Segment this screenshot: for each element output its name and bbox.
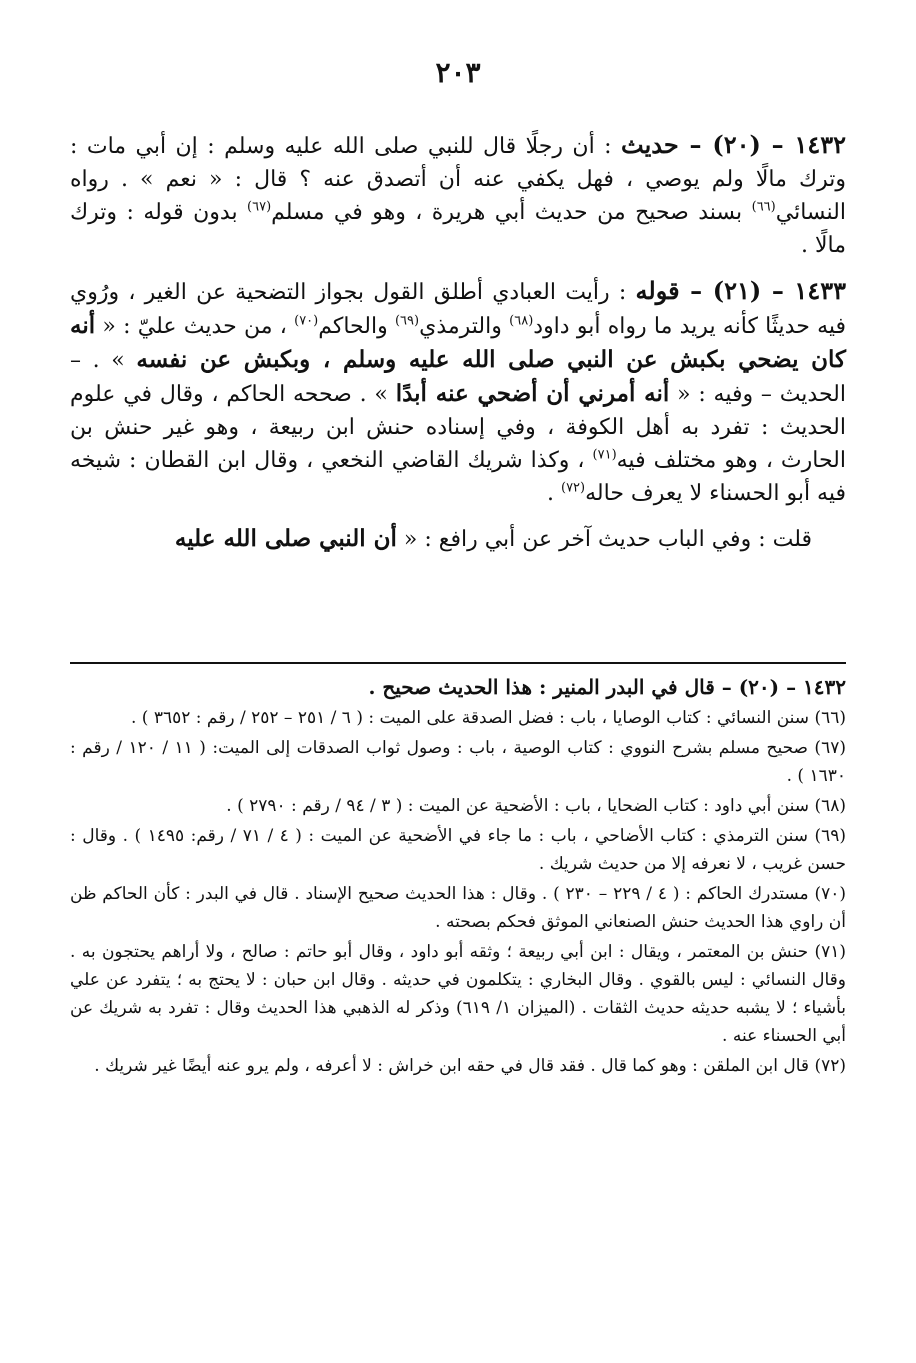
hadith-quote: أنه أمرني أن أضحي عنه أبدًا — [395, 380, 670, 407]
footnote-66: (٦٦) سنن النسائي : كتاب الوصايا ، باب : فضل الصدقة على الميت : ( ٦ / ٢٥١ – ٢٥٢ / رقم : ٣٦٥٢ ) . — [131, 708, 846, 728]
text-run: : أن رجلًا قال للنبي صلى الله عليه وسلم : إن أبي مات : وترك مالًا ولم يوصي ، فهل يكفي عنه أن أتصدق عنه ؟ قال : « نعم » . رواه النسائي — [70, 134, 846, 225]
text-run: بسند صحيح من حديث أبي هريرة ، وهو في مسلم — [271, 200, 752, 225]
text-run: قلت : وفي الباب حديث آخر عن أبي رافع : « — [396, 527, 812, 552]
text-run: والترمذي — [419, 314, 510, 339]
text-run: » . – الحديث – وفيه : « — [70, 348, 846, 407]
main-text — [70, 128, 846, 568]
entry-number: ١٤٣٢ – (٢٠) – حديث — [621, 130, 847, 159]
text-run: : رأيت العبادي أطلق القول بجواز التضحية عن الغير ، ورُوي فيه حديثًا كأنه يريد ما رواه أبو داود — [70, 280, 847, 339]
entry-number: ١٤٣٣ – (٢١) – قوله — [635, 276, 846, 305]
text-run: ، وكذا شريك القاضي النخعي ، وقال ابن القطان : شيخه فيه أبو الحسناء لا يعرف حاله — [70, 448, 846, 506]
footnote-70: (٧٠) مستدرك الحاكم : ( ٤ / ٢٢٩ – ٢٣٠ ) . وقال : هذا الحديث صحيح الإسناد . قال في البدر : كأن الحاكم ظن أن راوي هذا الحديث حنش الصنعاني الموثق فحكم بصحته . — [70, 884, 846, 932]
hadith-1433 — [70, 274, 846, 510]
footnote-69: (٦٩) سنن الترمذي : كتاب الأضاحي ، باب : ما جاء في الأضحية عن الميت : ( ٤ / ٧١ / رقم: ١٤٩٥ ) . وقال : حسن غريب ، لا نعرفه إلا من حديث شريك . — [70, 826, 846, 874]
hadith-1432 — [70, 128, 846, 262]
hadith-quote: أن النبي صلى الله عليه — [174, 525, 397, 552]
footnote-ref[interactable]: (٧١) — [592, 447, 617, 463]
hadith-quote: أنه كان يضحي بكبش عن النبي صلى الله عليه وسلم ، وبكبش عن نفسه — [70, 312, 846, 373]
text-run: بدون قوله : وترك مالًا . — [70, 200, 846, 258]
footnote-divider — [70, 662, 846, 664]
footnote-71: (٧١) حنش بن المعتمر ، ويقال : ابن أبي ربيعة ؛ وثقه أبو داود ، وقال أبو حاتم : صالح ، ولا أراهم يحتجون به . وقال النسائي : ليس بالقوي . وقال البخاري : يتكلمون في حديثه . وقال ابن حبان : لا يحتج به ؛ يتفرد عن علي بأشياء ؛ لا يشبه حديثه حديث الثقات . (الميزان ١/ ٦١٩) وذكر له الذهبي هذا الحديث وقال : تفرد به شريك عن أبي الحسناء عنه . — [70, 942, 846, 1046]
footnote-heading — [70, 672, 846, 702]
footnote-ref[interactable]: (٦٦) — [751, 199, 776, 215]
footnote-ref[interactable]: (٦٨) — [509, 313, 534, 329]
footnote-ref[interactable]: (٧٢) — [561, 480, 586, 496]
footnote-67: (٦٧) صحيح مسلم بشرح النووي : كتاب الوصية ، باب : وصول ثواب الصدقات إلى الميت: ( ١١ / ١٢٠ / رقم : ١٦٣٠ ) . — [70, 738, 846, 786]
text-run: . — [547, 481, 561, 506]
footnote-ref[interactable]: (٧٠) — [294, 313, 319, 329]
page-number: ٢٠٣ — [435, 56, 481, 89]
footnote-ref[interactable]: (٦٩) — [394, 313, 420, 329]
text-run: ، من حديث عليّ : « — [95, 314, 295, 339]
footnote-ref[interactable]: (٦٧) — [247, 199, 272, 215]
footnote-72: (٧٢) قال ابن الملقن : وهو كما قال . فقد قال في حقه ابن خراش : لا أعرفه ، ولم يرو عنه أيضًا غير شريك . — [94, 1056, 846, 1076]
text-run: والحاكم — [318, 314, 395, 339]
footnote-heading-text: ١٤٣٢ – (٢٠) – قال في البدر المنير : هذا الحديث صحيح . — [368, 675, 846, 699]
footnote-68: (٦٨) سنن أبي داود : كتاب الضحايا ، باب : الأضحية عن الميت : ( ٣ / ٩٤ / رقم : ٢٧٩٠ ) . — [226, 796, 846, 816]
footnotes — [70, 672, 846, 1082]
note-paragraph — [70, 522, 846, 556]
text-run: » . صححه الحاكم ، وقال في علوم الحديث : تفرد به أهل الكوفة ، وفي إسناده حنش ابن ربيعة ، وهو غير حنش بن الحارث ، وهو مختلف فيه — [70, 382, 846, 473]
